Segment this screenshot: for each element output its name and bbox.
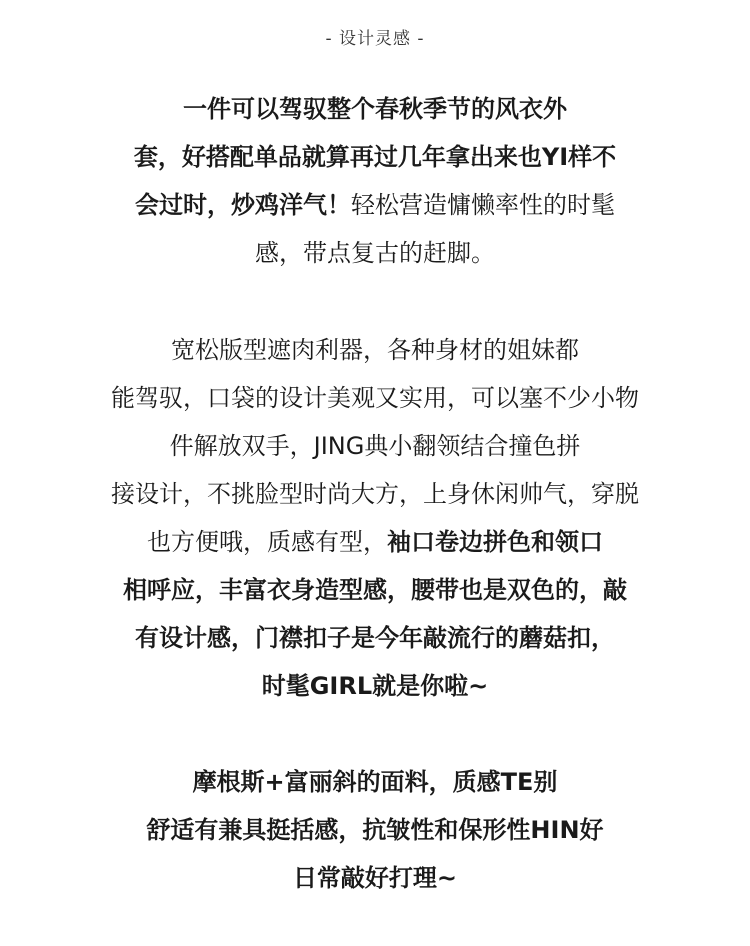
text-line: 件解放双手，JING典小翻领结合撞色拼 (169, 432, 581, 460)
fit-details-paragraph (0, 326, 750, 710)
text-line: 舒适有兼具挺括感，抗皱性和保形性HIN好 (146, 816, 604, 844)
text-line: 日常敲好打理~ (292, 864, 458, 892)
text-line: 感，带点复古的赶脚。 (255, 239, 495, 267)
text-line: 有设计感，门襟扣子是今年敲流行的蘑菇扣， (135, 624, 615, 652)
text-line: 摩根斯+富丽斜的面料，质感TE别 (192, 768, 558, 796)
text-line: 一件可以驾驭整个春秋季节的风衣外 (183, 95, 567, 123)
text-line: 套，好搭配单品就算再过几年拿出来也YI样不 (133, 143, 617, 171)
text-line (0, 518, 750, 566)
text-line: 接设计，不挑脸型时尚大方，上身休闲帅气，穿脱 (111, 480, 639, 508)
text-segment: 袖口卷边拼色和领口 (387, 528, 603, 556)
text-segment: 也方便哦，质感有型， (147, 528, 387, 556)
text-segment: 会过时，炒鸡洋气！ (135, 191, 351, 219)
text-segment: 轻松营造慵懒率性的时髦 (351, 191, 615, 219)
text-line: 能驾驭，口袋的设计美观又实用，可以塞不少小物 (111, 384, 639, 412)
text-line (0, 181, 750, 229)
text-line: 时髦GIRL就是你啦~ (261, 672, 489, 700)
text-line: 宽松版型遮肉利器，各种身材的姐妹都 (171, 336, 579, 364)
section-label: - 设计灵感 - (325, 29, 425, 49)
text-line: 相呼应，丰富衣身造型感，腰带也是双色的，敲 (123, 576, 627, 604)
design-inspiration-paragraph (0, 85, 750, 277)
fabric-paragraph (0, 758, 750, 902)
